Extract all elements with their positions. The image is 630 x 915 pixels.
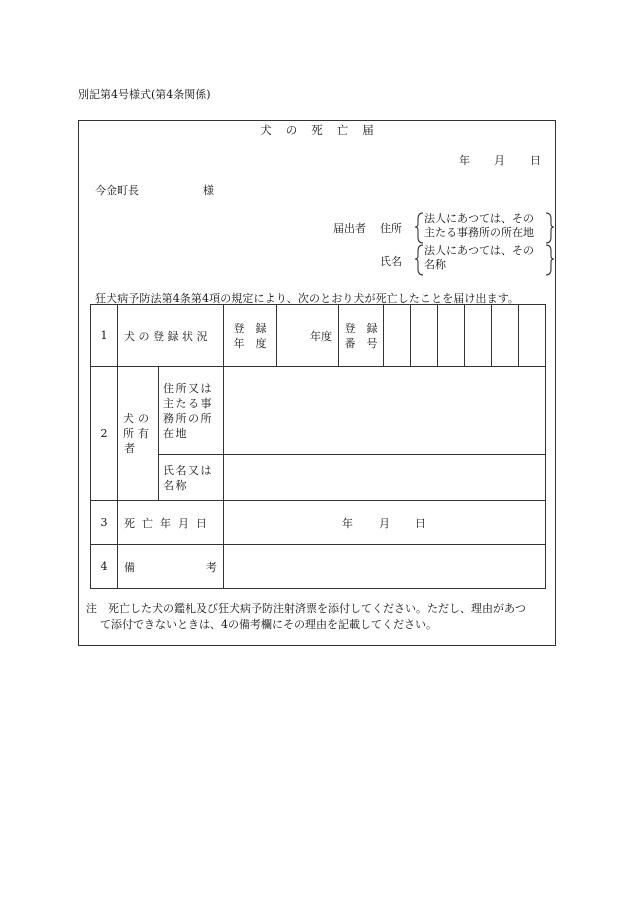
label-text: 年 度	[233, 336, 267, 350]
death-date-field[interactable]	[224, 501, 546, 545]
form-note	[86, 601, 552, 633]
title-char: 死	[311, 123, 323, 137]
day-suffix: 日	[415, 516, 426, 530]
report-table	[90, 304, 546, 589]
addressee: 今金町長	[95, 184, 139, 197]
reg-number-digit[interactable]	[492, 305, 519, 367]
date-year: 年	[459, 154, 470, 167]
address-note-line: 法人にあつては、その	[424, 212, 534, 225]
date-month: 月	[494, 154, 505, 167]
form-caption: 別記第4号様式(第4条関係)	[78, 88, 211, 101]
registration-status-label	[118, 305, 224, 367]
address-note-line: 主たる事務所の所在地	[424, 226, 534, 239]
title-char: 亡	[336, 123, 349, 137]
label-text: 犬の登録状況	[124, 329, 211, 343]
year-suffix: 年	[342, 516, 353, 530]
reg-number-digit[interactable]	[411, 305, 438, 367]
owner-name-field[interactable]	[224, 455, 546, 501]
note-line: て添付できないときは、4の備考欄にその理由を記載してください。	[100, 618, 437, 631]
reg-number-digit[interactable]	[465, 305, 492, 367]
addressee-honorific: 様	[203, 184, 214, 197]
table-row	[91, 367, 546, 455]
name-note-line: 名称	[424, 258, 446, 271]
reg-number-label	[339, 305, 384, 367]
row-number: 3	[91, 501, 118, 545]
label-text: 者	[124, 442, 135, 455]
label-text: 在地	[163, 426, 188, 440]
form-title	[78, 122, 556, 138]
label-text: 主たる事	[163, 396, 213, 410]
owner-label	[118, 367, 159, 501]
table-row	[91, 305, 546, 367]
title-char: 届	[362, 123, 374, 137]
label-text: 登 録	[344, 321, 378, 335]
title-char: の	[285, 123, 298, 137]
table-row	[91, 545, 546, 589]
reg-year-field[interactable]	[277, 305, 339, 367]
month-suffix: 月	[379, 516, 390, 530]
reg-number-digit[interactable]	[519, 305, 546, 367]
nendo-suffix: 年度	[310, 329, 332, 343]
address-note	[424, 212, 534, 240]
applicant-label: 届出者	[333, 222, 366, 235]
date-day: 日	[530, 154, 541, 167]
address-label: 住所	[380, 222, 402, 235]
owner-name-label	[159, 455, 224, 501]
name-note-line: 法人にあつては、その	[424, 244, 534, 257]
label-text: 氏名又は	[163, 463, 213, 477]
statement: 狂犬病予防法第4条第4項の規定により、次のとおり犬が死亡したことを届け出ます。	[95, 292, 520, 305]
remarks-label	[118, 545, 224, 589]
table-row	[91, 455, 546, 501]
row-number: 2	[91, 367, 118, 501]
label-text: 登 録	[233, 321, 267, 335]
title-char: 犬	[260, 123, 272, 137]
label-text: 死亡年月日	[124, 516, 214, 530]
label-text: 考	[206, 560, 217, 574]
label-text: 名称	[163, 478, 188, 492]
owner-address-field[interactable]	[224, 367, 546, 455]
reg-number-digit[interactable]	[384, 305, 411, 367]
name-label: 氏名	[380, 255, 402, 268]
table-row	[91, 501, 546, 545]
row-number: 4	[91, 545, 118, 589]
remarks-field[interactable]	[224, 545, 546, 589]
reg-number-digit[interactable]	[438, 305, 465, 367]
death-date-label	[118, 501, 224, 545]
label-text: 備	[124, 560, 135, 574]
label-text: 所有	[123, 427, 153, 440]
reg-year-label	[224, 305, 277, 367]
note-line: 注 死亡した犬の鑑札及び狂犬病予防注射済票を添付してください。ただし、理由があつ	[86, 602, 526, 615]
label-text: 番 号	[344, 336, 378, 350]
label-text: 犬の	[123, 412, 153, 425]
owner-address-label	[159, 367, 224, 455]
label-text: 務所の所	[163, 411, 213, 425]
row-number: 1	[91, 305, 118, 367]
label-text: 住所又は	[163, 381, 213, 395]
name-note	[424, 244, 534, 272]
